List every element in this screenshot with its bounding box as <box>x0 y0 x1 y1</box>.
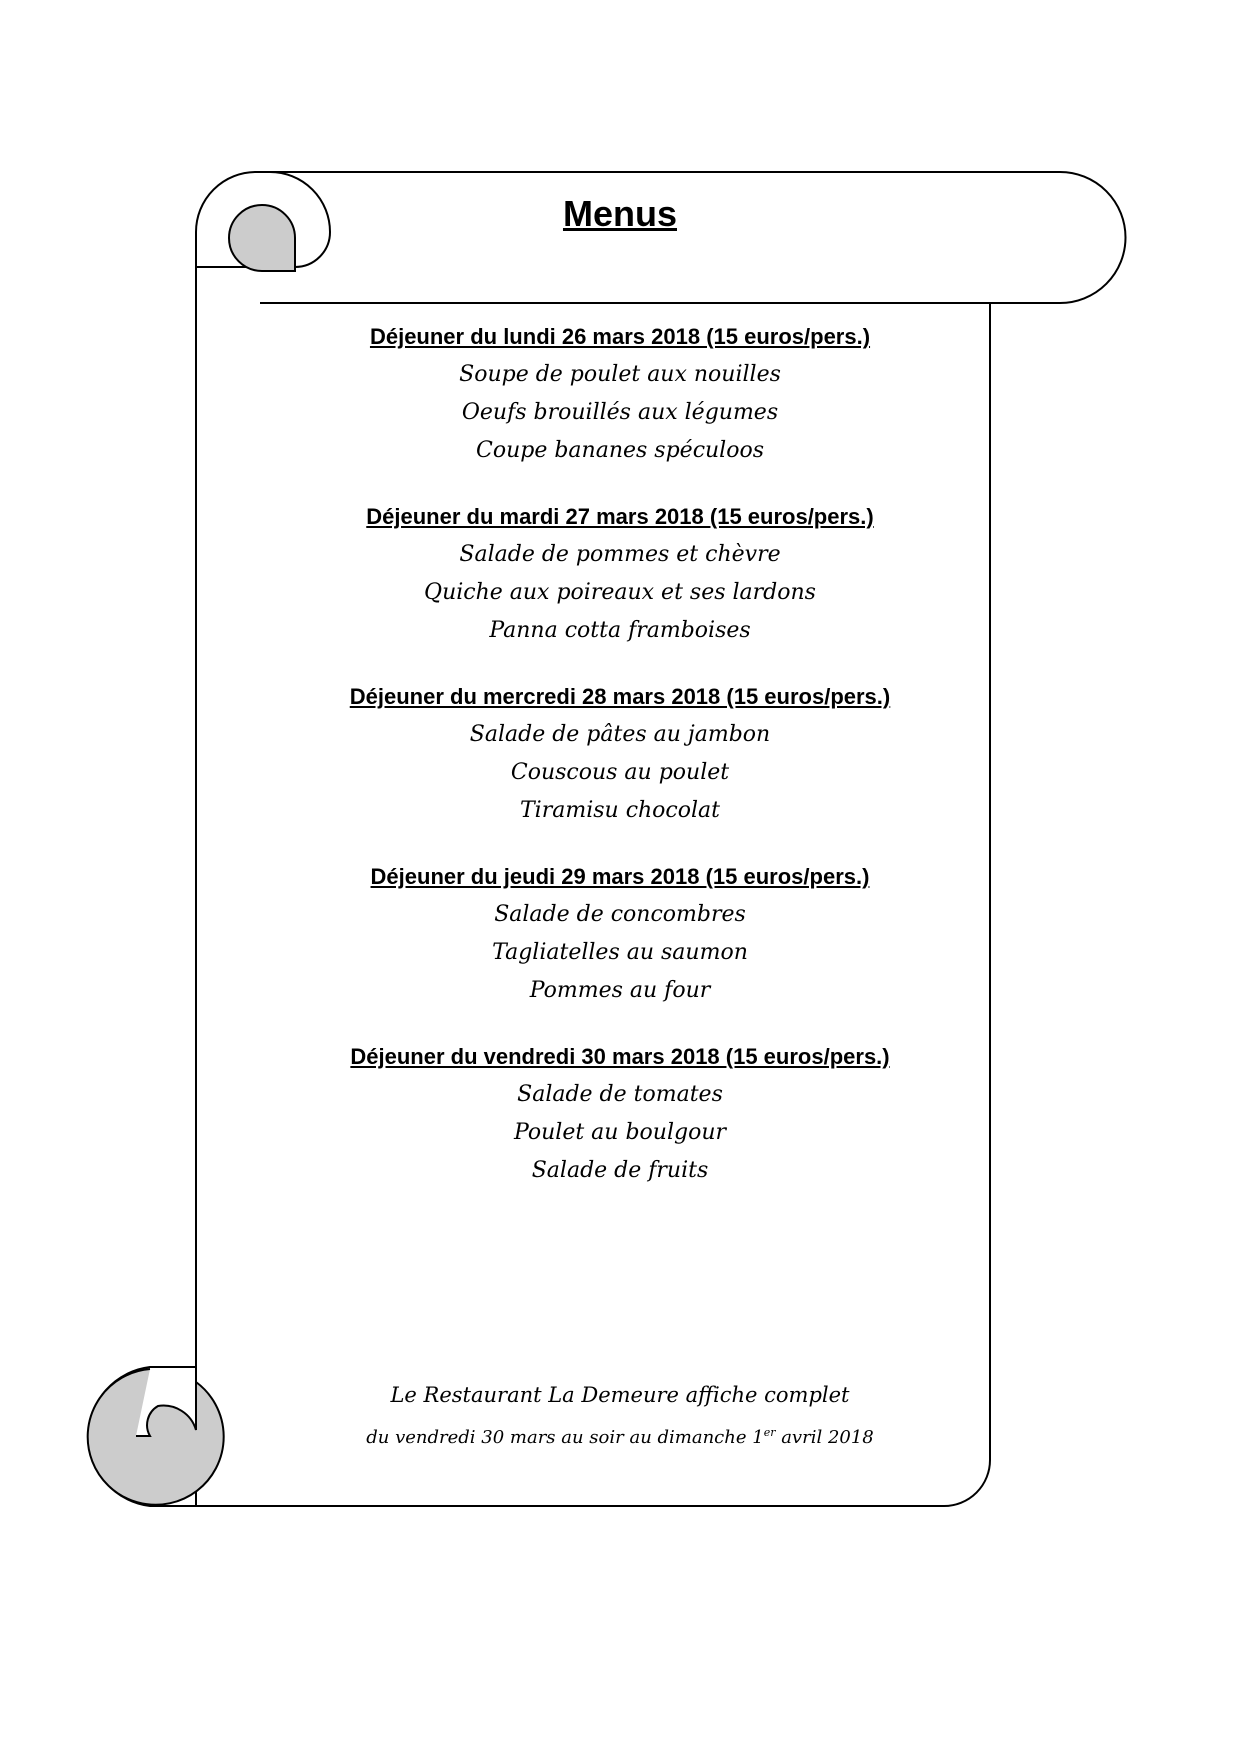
dish: Salade de pâtes au jambon <box>469 722 771 747</box>
day-heading: Déjeuner du jeudi 29 mars 2018 (15 euros/pers.) <box>370 864 870 889</box>
menu-day-wednesday <box>200 678 1040 830</box>
notice-line-2 <box>200 1414 1040 1457</box>
dish: Quiche aux poireaux et ses lardons <box>424 580 816 605</box>
dish: Coupe bananes spéculoos <box>476 438 764 463</box>
dish: Salade de concombres <box>494 902 746 927</box>
dish: Soupe de poulet aux nouilles <box>459 362 781 387</box>
dish: Panna cotta framboises <box>489 618 751 643</box>
dish: Salade de tomates <box>517 1082 723 1107</box>
dish: Tiramisu chocolat <box>520 798 720 823</box>
day-heading: Déjeuner du mercredi 28 mars 2018 (15 euros/pers.) <box>349 684 891 709</box>
dish: Pommes au four <box>529 978 711 1003</box>
menu-day-monday <box>200 318 1040 470</box>
page-title: Menus <box>562 193 677 234</box>
notice-line-2-end: avril 2018 <box>781 1427 874 1448</box>
menu-day-tuesday <box>200 498 1040 650</box>
dish: Salade de fruits <box>531 1158 709 1183</box>
dish: Poulet au boulgour <box>513 1120 727 1145</box>
dish: Oeufs brouillés aux légumes <box>461 400 779 425</box>
day-heading: Déjeuner du vendredi 30 mars 2018 (15 euros/pers.) <box>350 1044 890 1069</box>
menu-day-friday <box>200 1038 1040 1190</box>
notice-superscript: er <box>763 1426 776 1439</box>
menu-list <box>200 318 1040 1218</box>
dish: Couscous au poulet <box>510 760 730 785</box>
day-heading: Déjeuner du mardi 27 mars 2018 (15 euros/pers.) <box>366 504 874 529</box>
dish: Salade de pommes et chèvre <box>459 542 781 567</box>
notice-line-2-start: du vendredi 30 mars au soir au dimanche 1 <box>366 1427 764 1448</box>
notice-line-1: Le Restaurant La Demeure affiche complet <box>390 1383 850 1407</box>
dish: Tagliatelles au saumon <box>492 940 748 965</box>
menu-day-thursday <box>200 858 1040 1010</box>
day-heading: Déjeuner du lundi 26 mars 2018 (15 euros/pers.) <box>369 324 871 349</box>
restaurant-notice <box>200 1376 1040 1457</box>
